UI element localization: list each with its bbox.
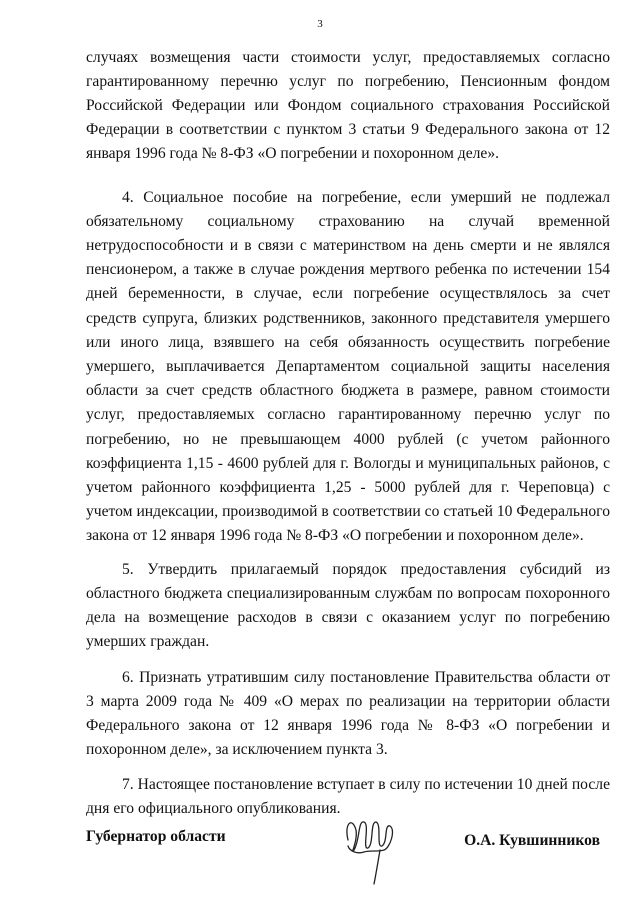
paragraph-7: 7. Настоящее постановление вступает в силу по истечении 10 дней после дня его официального опубликования.: [86, 775, 610, 817]
handwritten-signature: [340, 810, 400, 888]
paragraph-continuation: случаях возмещения части стоимости услуг, предоставляемых согласно гарантированному перечню услуг по погребению, Пенсионным фондом Российской Федерации или Фондом социального страхования Российской Федерации в соответствии с пунктом 3 статьи 9 Федерального закона от 12 января 1996 года № 8-ФЗ «О погребении и похоронном деле».: [86, 48, 610, 163]
paragraph-5: 5. Утвердить прилагаемый порядок предоставления субсидий из областного бюджета специализированным службам по вопросам похоронного дела на возмещение расходов в связи с оказанием услуг по погребению умерших граждан.: [86, 560, 610, 651]
signatory-name: О.А. Кувшинников: [464, 832, 600, 849]
paragraph-6: 6. Признать утратившим силу постановление Правительства области от 3 марта 2009 года № 409 «О мерах по реализации на территории области Федерального закона от 12 января 1996 года № 8-ФЗ «О погребении и похоронном деле», за исключением пункта 3.: [86, 668, 610, 759]
signature-block: [86, 824, 610, 884]
page-number: 3: [317, 18, 323, 30]
paragraph-4: 4. Социальное пособие на погребение, если умерший не подлежал обязательному социальному страхованию на случай временной нетрудоспособности и в связи с материнством на день смерти и не являлся пенсионером, а также в случае рождения мертвого ребенка по истечении 154 дней беременности, в случае, если погребение осуществлялось за счет средств супруга, близких родственников, законного представителя умершего или иного лица, взявшего на себя обязанность осуществить погребение умершего, выплачивается Департаментом социальной защиты населения области за счет средств областного бюджета в размере, равном стоимости услуг, предоставляемых согласно гарантированному перечню услуг по погребению, но не превышающем 4000 рублей (с учетом районного коэффициента 1,15 - 4600 рублей для г. Вологды и муниципальных районов, с учетом районного коэффициента 1,25 - 5000 рублей для г. Череповца) с учетом индексации, производимой в соответствии со статьей 10 Федерального закона от 12 января 1996 года № 8-ФЗ «О погребении и похоронном деле».: [86, 188, 610, 545]
signatory-title: Губернатор области: [86, 828, 226, 845]
